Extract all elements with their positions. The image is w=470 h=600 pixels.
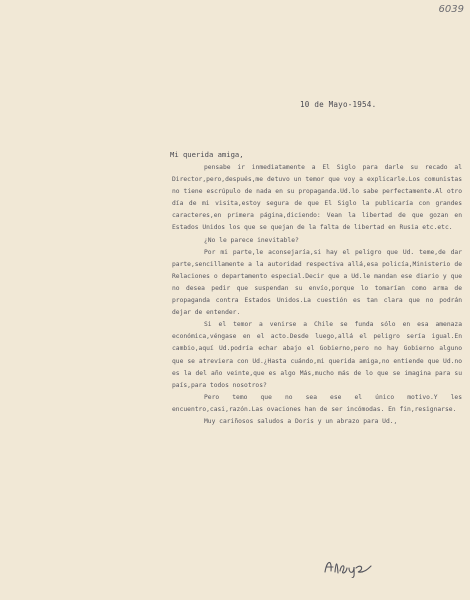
letter-greeting: Mi querida amiga, <box>170 150 244 159</box>
letter-body <box>172 162 462 428</box>
paragraph-5: Pero temo que no sea ese el único motivo.Y les encuentro,casi,razón.Las ovaciones han de ser incómodas. En fin,resignarse. <box>172 393 462 413</box>
paragraph-1: pensabe ir inmediatamente a El Siglo para darle su recado al Director,pero,después,me detuvo un temor que voy a explicarle.Los comunistas no tiene escrúpulo de nada en su propaganda.Ud.lo sabe perfectamente.Al otro día de mi visita,estoy segura de que El Siglo la publicaría con grandes caracteres,en primera página,diciendo: Vean la libertad de que gozan en Estados Unidos los que se quejan de la falta de libertad en Rusia etc.etc. <box>172 164 462 232</box>
paragraph-2: ¿No le parece inevitable? <box>204 236 299 244</box>
paragraph-3: Por mi parte,le aconsejaría,si hay el peligro que Ud. teme,de dar parte,sencillamente a la autoridad respectiva allá,esa policía,Ministerio de Relaciones o departamento especial.Decir que a Ud.le mandan ese diario y que no desea pedir que suspendan su envío,porque lo tomarían como arma de propaganda contra Estados Unidos.La cuestión es tan clara que no podrán dejar de entender. <box>172 248 462 317</box>
closing-line: Muy cariñosos saludos a Doris y un abrazo para Ud., <box>204 417 398 425</box>
letter-date: 10 de Mayo-1954. <box>300 100 377 109</box>
handwritten-signature <box>322 556 374 578</box>
archive-reference-number: 6039 <box>438 4 464 15</box>
paragraph-4: Si el temor a venirse a Chile se funda sólo en esa amenaza económica,véngase en el acto.Desde luego,allá el peligro sería igual.En cambio,aquí Ud.podría echar abajo el Gobierno,pero no hay Gobierno alguno que se atreviera con Ud.¿Hasta cuándo,mi querida amiga,no entiende que Ud.no es la del año veinte,que es algo Más,mucho más de lo que se imagina para su país,para todos nosotros? <box>172 321 462 389</box>
